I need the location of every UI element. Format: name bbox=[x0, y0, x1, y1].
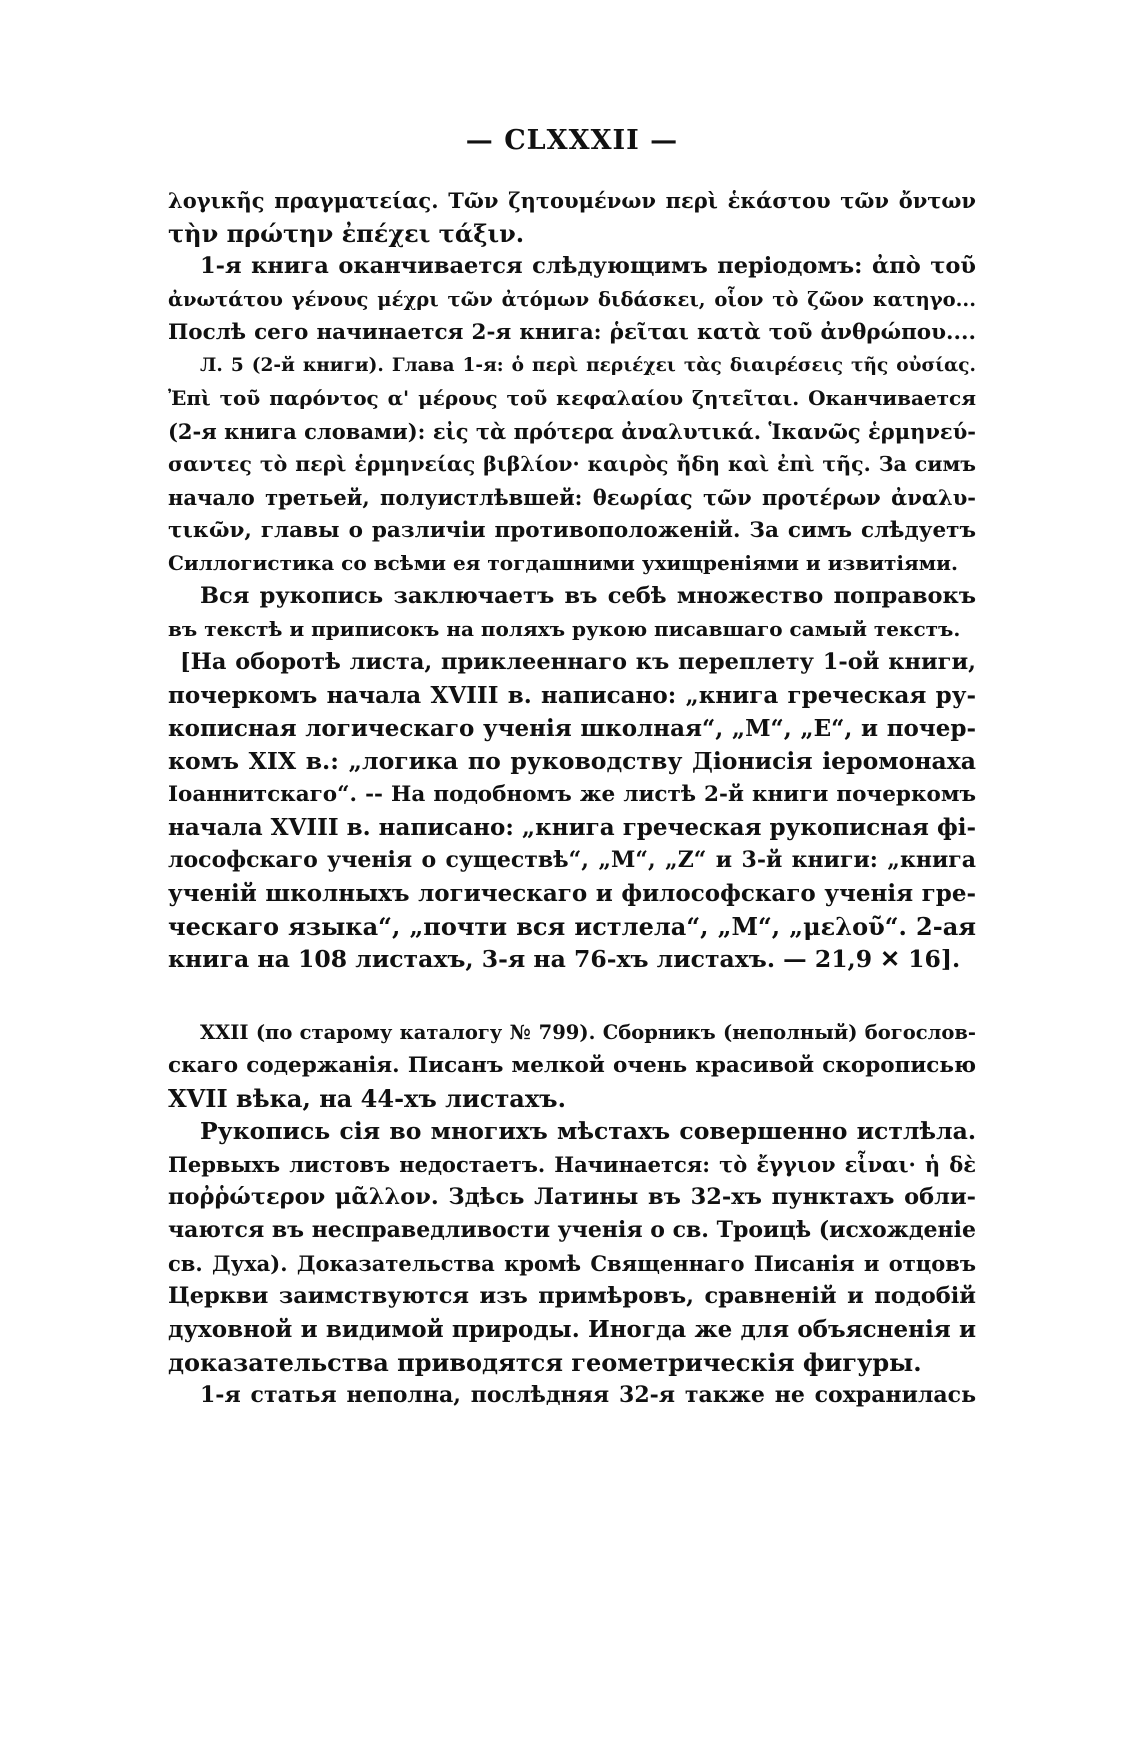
text-line: лософскаго ученія о существѣ“, „М“, „Z“ и 3-й книги: „книга bbox=[168, 847, 976, 873]
text-line: чаются въ несправедливости ученія о св. Троицѣ (исхожденіе bbox=[168, 1217, 976, 1243]
text-line: ческаго языка“, „почти вся истлела“, „М“, „μελοῦ“. 2-ая bbox=[168, 912, 976, 941]
running-head-page-number: — CLXXXII — bbox=[465, 125, 679, 156]
text-line: Рукопись сія во многихъ мѣстахъ совершенно истлѣла. bbox=[200, 1117, 976, 1145]
paragraph-manuscript-description bbox=[168, 1115, 976, 1379]
text-line: XXII (по старому каталогу № 799). Сборникъ (неполный) богослов- bbox=[200, 1021, 976, 1044]
text-line: Силлогистика со всѣми ея тогдашними ухищреніями и извитіями. bbox=[168, 551, 958, 575]
text-line: начала XVIII в. написано: „книга греческая рукописная фі- bbox=[168, 814, 976, 841]
text-line: Церкви заимствуются изъ примѣровъ, сравненій и подобій bbox=[168, 1283, 976, 1309]
text-line: Іоаннитскаго“. -- На подобномъ же листѣ 2-й книги почеркомъ bbox=[168, 782, 976, 807]
section-gap bbox=[168, 976, 976, 1016]
text-line: доказательства приводятся геометрическія фигуры. bbox=[168, 1348, 922, 1377]
text-line: духовной и видимой природы. Иногда же для объясненія и bbox=[168, 1316, 976, 1343]
text-line: въ текстѣ и приписокъ на поляхъ рукою писавшаго самый текстъ. bbox=[168, 617, 961, 641]
text-line: ποῤῥώτερον μᾶλλον. Здѣсь Латины въ 32-хъ пунктахъ обли- bbox=[168, 1184, 976, 1210]
text-line: комъ XIX в.: „логика по руководству Діонисія іеромонаха bbox=[168, 747, 976, 775]
text-line: σαντες τὸ περὶ ἑρμηνείας βιβλίον· καιρὸς ἤδη καὶ ἐπὶ τῆς. За симъ bbox=[168, 452, 976, 476]
paragraph-corrections bbox=[168, 580, 976, 646]
text-line: Первыхъ листовъ недостаетъ. Начинается: τὸ ἔγγιον εἶναι· ἡ δὲ bbox=[168, 1152, 976, 1177]
text-line: XVII вѣка, на 44-хъ листахъ. bbox=[168, 1084, 566, 1113]
text-line: скаго содержанія. Писанъ мелкой очень красивой скорописью bbox=[168, 1053, 976, 1078]
text-line: Л. 5 (2-й книги). Глава 1-я: ὁ περὶ περιέχει τὰς διαιρέσεις τῆς οὐσίας. bbox=[200, 355, 976, 376]
page bbox=[168, 125, 976, 1412]
text-line: (2-я книга словами): εἰς τὰ πρότερα ἀναλυτικά. Ἱκανῶς ἑρμηνεύ- bbox=[168, 419, 976, 444]
paragraph-bracketed-notes bbox=[168, 646, 976, 976]
text-line: 1-я книга оканчивается слѣдующимъ періодомъ: ἀπὸ τοῦ bbox=[200, 253, 976, 279]
text-line: ученій школныхъ логическаго и философскаго ученія гре- bbox=[168, 880, 976, 907]
text-line: св. Духа). Доказательства кромѣ Священнаго Писанія и отцовъ bbox=[168, 1251, 976, 1276]
text-line: Ἐπὶ τοῦ παρόντος α' μέρους τοῦ κεφαλαίου ζητεῖται. Оканчивается bbox=[168, 386, 976, 410]
text-line: [На оборотѣ листа, приклееннаго къ переплету 1-ой книги, bbox=[180, 649, 976, 675]
text-line: τὴν πρώτην ἐπέχει τάξιν. bbox=[168, 219, 525, 248]
text-line: τικῶν, главы о различіи противоположеній. За симъ слѣдуетъ bbox=[168, 518, 976, 543]
text-line: начало третьей, полуистлѣвшей: θεωρίας τῶν προτέρων ἀναλυ- bbox=[168, 485, 976, 510]
paragraph-logic-books bbox=[168, 184, 976, 580]
text-line: кописная логическаго ученія школная“, „М“, „Е“, и почер- bbox=[168, 715, 976, 742]
text-line: Вся рукопись заключаетъ въ себѣ множество поправокъ bbox=[200, 583, 976, 609]
entry-heading-xxii bbox=[168, 1016, 976, 1115]
text-line: книга на 108 листахъ, 3-я на 76-хъ листахъ. — 21,9 ✕ 16]. bbox=[168, 945, 961, 973]
text-line: ἀνωτάτου γένους μέχρι τῶν ἀτόμων διδάσκει, οἷον τὸ ζῶον κατηγο... bbox=[168, 288, 976, 311]
paragraph-articles bbox=[168, 1379, 976, 1412]
text-line: Послѣ сего начинается 2-я книга: ῥεῖται κατὰ τοῦ ἀνθρώπου.... bbox=[168, 320, 976, 345]
text-line: λογικῆς πραγματείας. Τῶν ζητουμένων περὶ ἑκάστου τῶν ὄντων bbox=[168, 188, 976, 213]
text-line: 1-я статья неполна, послѣдняя 32-я также не сохранилась bbox=[200, 1382, 976, 1408]
text-line: почеркомъ начала XVIII в. написано: „книга греческая ру- bbox=[168, 682, 976, 709]
